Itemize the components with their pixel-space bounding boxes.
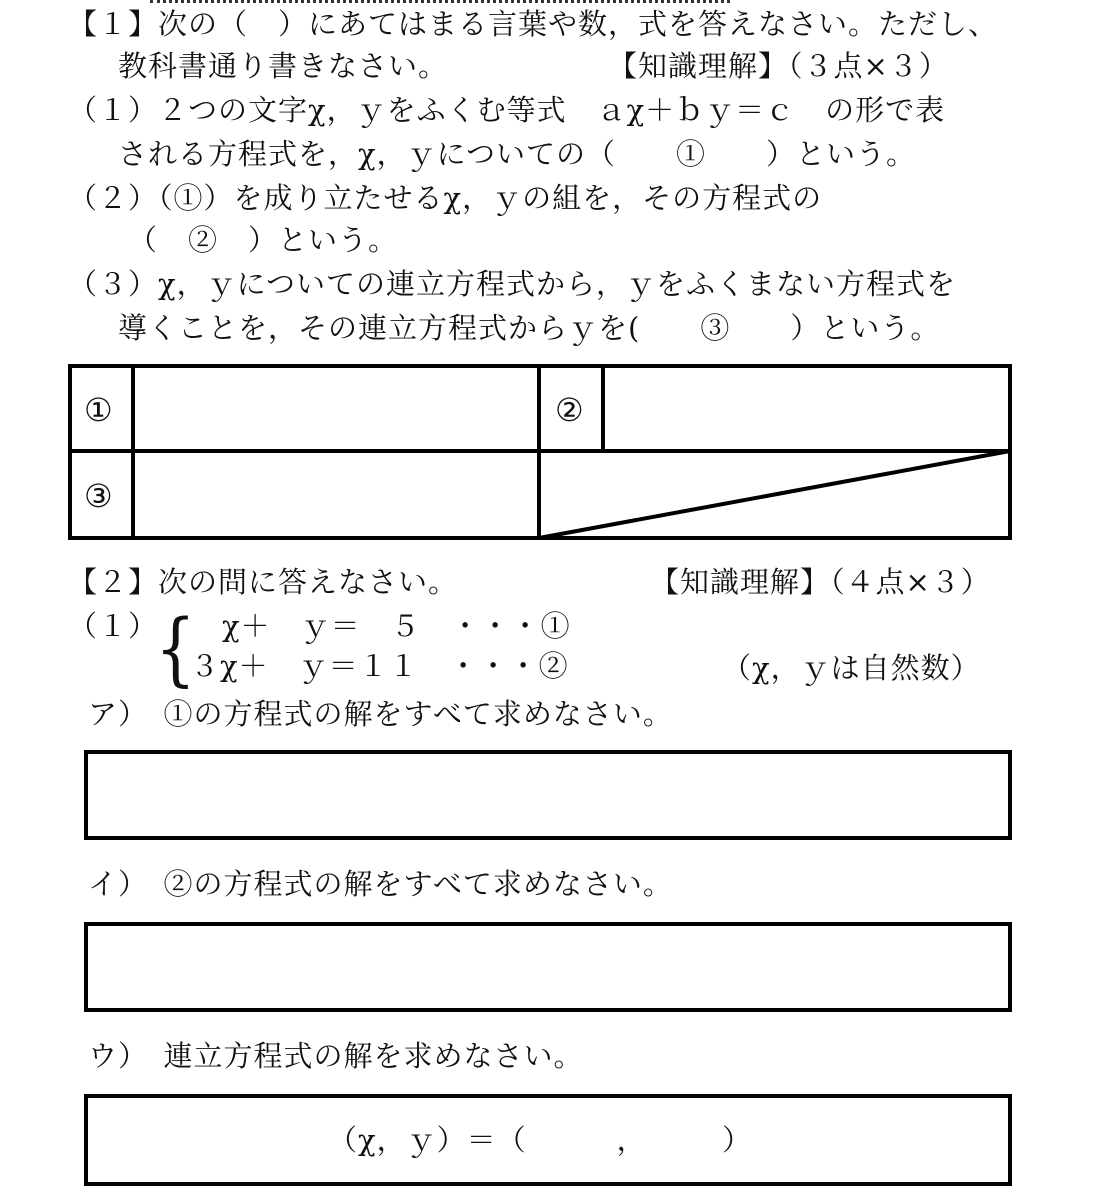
q1-item2-line1: （２）（①）を成り立たせるχ，ｙの組を，その方程式の xyxy=(68,181,823,215)
q1-item2-line2: （ ② ）という。 xyxy=(128,223,399,257)
diagonal-strike-line xyxy=(539,451,1010,538)
q1-points: 【知識理解】（３点×３） xyxy=(608,49,949,83)
q1-title: 【１】次の（ ）にあてはまる言葉や数，式を答えなさい。ただし、 xyxy=(68,7,999,41)
sub-question-b: イ） ②の方程式の解をすべて求めなさい。 xyxy=(88,867,673,901)
answer-label-3: ③ xyxy=(84,477,113,515)
sub-question-a: ア） ①の方程式の解をすべて求めなさい。 xyxy=(88,697,673,731)
q1-title-line2: 教科書通り書きなさい。 xyxy=(118,49,449,83)
sub-question-c: ウ） 連立方程式の解を求めなさい。 xyxy=(88,1039,584,1073)
q1-item3-line2: 導くことを，その連立方程式からｙを( ③ ）という。 xyxy=(118,311,941,345)
answer-label-1: ① xyxy=(84,391,113,429)
q2-item1-label: （１） xyxy=(68,609,159,643)
table-label-divider-left xyxy=(131,364,135,540)
answer-template-c: （χ，ｙ）＝（ ， ） xyxy=(328,1123,753,1157)
q1-item3-line1: （３）χ，ｙについての連立方程式から，ｙをふくまない方程式を xyxy=(68,267,956,301)
answer-box-a[interactable] xyxy=(84,750,1012,840)
answer-box-b[interactable] xyxy=(84,922,1012,1012)
crossed-out-cell xyxy=(537,449,1012,540)
q2-points: 【知識理解】（４点×３） xyxy=(650,565,991,599)
answer-label-2: ② xyxy=(555,391,584,429)
q1-item1-line1: （１）２つの文字χ，ｙをふくむ等式 ａχ＋ｂｙ＝ｃ の形で表 xyxy=(68,93,946,127)
q1-item1-line2: される方程式を，χ，ｙについての（ ① ）という。 xyxy=(118,137,916,171)
system-brace: { xyxy=(155,602,196,695)
equation-1: χ＋ ｙ＝ ５ ・・・① xyxy=(222,609,571,643)
table-label-divider-right xyxy=(601,364,605,452)
equation-2: ３χ＋ ｙ＝１１ ・・・② xyxy=(190,649,569,683)
natural-number-condition: （χ，ｙは自然数） xyxy=(722,651,981,685)
q2-title: 【２】次の問に答えなさい。 xyxy=(68,565,459,599)
